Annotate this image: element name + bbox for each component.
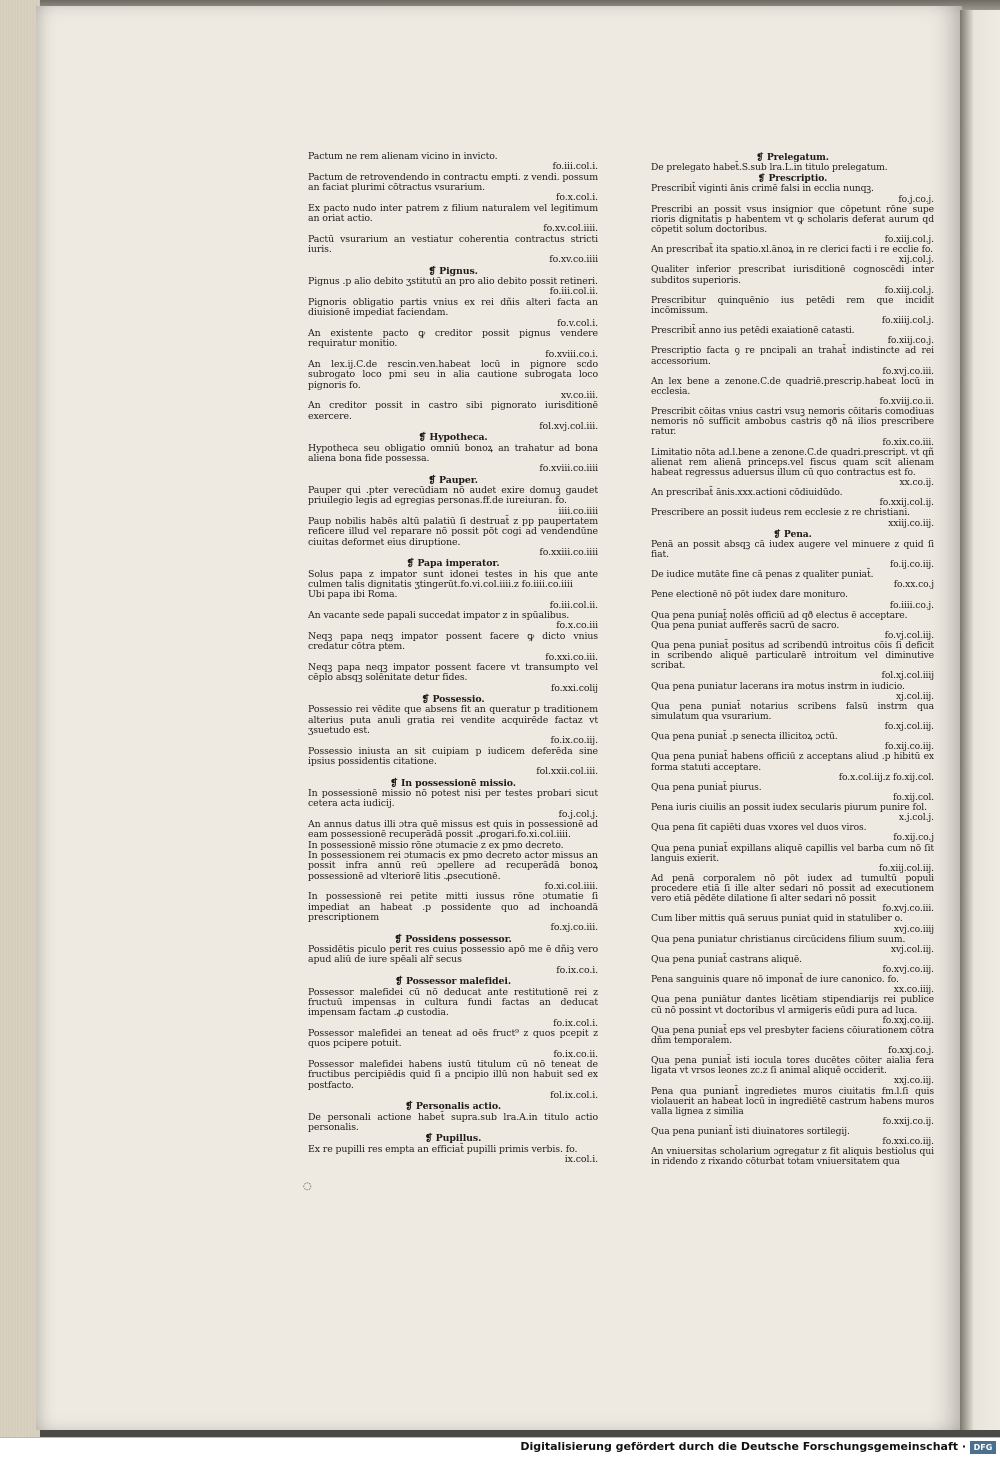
entry-text: Qua pena puniant̄ isti diuinatores sortilegij.: [651, 1126, 850, 1137]
folio-reference: fo.x.col.i.: [556, 192, 598, 204]
index-entry: [308, 360, 598, 401]
index-entry: [651, 844, 934, 874]
index-entry: [651, 995, 934, 1025]
folio-reference: xx.co.ij.: [899, 477, 934, 488]
index-entry: [651, 377, 934, 407]
index-entry: [308, 632, 598, 663]
folio-reference: fo.xxij.col.ij.: [879, 497, 934, 509]
entry-text: Qua pena puniat̄ expillans aliquē capillis vel barba cum nō ſit languis exierit.: [651, 842, 934, 864]
entry-text: Pactum de retrovendendo in contractu empti. z vendi. possum an faciat plurimi cōtractus vsurarium.: [308, 171, 598, 194]
folio-reference: fo.xxj.co.iij.: [882, 1014, 934, 1026]
folio-reference: fol.xvj.col.iii.: [539, 420, 598, 432]
folio-reference: fo.xxi.colij: [550, 682, 598, 694]
folio-reference: fo.xiiij.col.j.: [881, 315, 934, 326]
entry-text: Cum liber mittis quā seruus puniat quid in statuliber o.: [651, 913, 903, 925]
index-entry: [651, 326, 934, 346]
index-entry: [308, 329, 598, 360]
index-entry: [651, 1127, 934, 1147]
dfg-logo: DFG: [970, 1441, 996, 1454]
entry-text: Ex re pupilli res empta an efficiat̄ pupilli primis verbis. fo.: [308, 1143, 578, 1155]
folio-reference: fo.xv.col.iiii.: [543, 223, 598, 235]
section-heading: ❡ Pignus.: [308, 267, 598, 277]
index-entry: [308, 945, 598, 976]
entry-text: Possessio rei vēdite que absens fit an queratur p traditionem alterius puta anuli gratia rei vendite acquirēde factaz vt ʒsuetudo est.: [308, 704, 598, 736]
index-entry: [308, 892, 598, 933]
folio-reference: fo.xvj.co.iii.: [882, 903, 934, 915]
folio-reference: fo.x.col.iij.z fo.xij.col.: [838, 771, 934, 783]
entry-text: In possessionē rei petite mitti iussus rōne ɔtumatie ſi impediat an habeat .p possidente quo ad inchoandā prescriptionem: [308, 891, 598, 924]
entry-text: Prescribi an possit vsus insignior que cōpetunt rōne supe rioris dignitatis p habentem vt ꝙ scholaris deferat aurum qd cōpetit solum doctoribus.: [651, 203, 934, 235]
folio-reference: fo.vj.col.iij.: [884, 629, 934, 641]
section-heading: ❡ Possessor malefidei.: [308, 977, 598, 987]
index-entry: [651, 621, 934, 641]
index-entry: [651, 955, 934, 975]
folio-reference: xvj.col.iij.: [890, 943, 934, 955]
entry-text: An creditor possit in castro sibi pignorato iurisditionē exercere.: [308, 400, 598, 422]
entry-text: Qua pena puniat̄ eps vel presbyter faciens cōiurationem cōtra dñm temporalem.: [651, 1024, 934, 1046]
folio-reference: fo.xxj.co.j.: [888, 1045, 934, 1056]
index-entry: [651, 346, 934, 376]
index-entry: [651, 823, 934, 843]
folio-reference: xvj.co.iiij: [893, 923, 934, 935]
entry-text: An prescribat̄ ita spatio.xl.ānoꝝ in re clerici facti i re ecclie fo.: [651, 244, 933, 256]
entry-text: Qua pena ſit capiēti duas vxores vel duos viros.: [651, 822, 867, 834]
entry-text: Qua pena puniat̄ nolēs officiū ad qð electus ē acceptare.: [651, 609, 908, 621]
folio-reference: fo.xxi.co.iii.: [545, 651, 598, 663]
index-entry: [651, 265, 934, 295]
entry-text: An lex.ij.C.de rescin.ven.habeat locū in pignore scdo subrogato loco pmi seu in alia cautione subrogata loco pignoris fo.: [308, 358, 598, 391]
folio-reference: fo.j.col.j.: [558, 808, 598, 820]
folio-reference: fo.iii.col.ii.: [549, 286, 598, 298]
folio-reference: fo.xj.co.iii.: [550, 922, 598, 934]
index-entry: [651, 488, 934, 508]
index-entry: [308, 152, 598, 173]
index-entry: [651, 641, 934, 682]
index-entry: [308, 611, 598, 632]
index-entry: [308, 277, 598, 298]
index-entry: [651, 1026, 934, 1056]
folio-reference: fo.xviij.co.ii.: [879, 396, 934, 407]
folio-reference: fo.xij.col.: [892, 791, 934, 803]
folio-reference: fol.xxii.col.iii.: [536, 766, 598, 778]
entry-text: Paup nobilis habēs altū palatiū ſi destruat̄ z pp paupertatem reficere illud vel reparare nō possit pōt cogi ad vendendūne ciuitas deformet eius diruptione.: [308, 516, 598, 548]
folio-reference: x.j.col.j.: [898, 812, 934, 824]
index-entry: [308, 789, 598, 820]
entry-text: Qua pena puniātur dantes licētiam stipendiarijs rei publice cū nō possint vt doctoribus vl armigeris eūdi pura ad luca.: [651, 994, 934, 1016]
entry-text: Qua pena puniatur lacerans ira motus instrm in iudicio.: [651, 680, 905, 692]
index-entry: [651, 540, 934, 570]
section-heading: ❡ In possessionē missio.: [308, 779, 598, 789]
index-entry: [651, 783, 934, 803]
index-entry: [308, 517, 598, 558]
entry-text: Qua pena puniat̄ habens officiū z acceptans aliud .p hibitū ex forma statuti acceptare.: [651, 751, 934, 773]
section-heading: ❡ Prescriptio.: [651, 174, 934, 184]
facing-page-edge: [960, 10, 1000, 1430]
entry-text: Qua pena puniat̄ positus ad scribendū introitus cōis ſi deficit in scribendo aliquē particularē introitum vel diminutive scribat.: [651, 640, 934, 672]
entry-text: An lex bene a zenone.C.de quadriē.prescrip.habeat locū in ecclesia.: [651, 375, 934, 397]
folio-reference: fo.xx.co.j: [893, 579, 934, 591]
entry-text: De personali actione habet̄ supra.sub lra.A.in titulo actio personalis.: [308, 1111, 598, 1133]
folio-reference: fo.xxij.co.ij.: [882, 1115, 934, 1127]
folio-reference: fol.xj.col.iiij: [881, 670, 934, 682]
entry-text: Pactum ne rem alienam vicino in invicto.: [308, 151, 498, 162]
entry-text: In possessionē missio nō potest nisi per testes probari sicut cetera acta iudicij.: [308, 787, 598, 810]
index-entry: [308, 444, 598, 475]
index-entry: [651, 752, 934, 782]
entry-text: Pauper qui .pter verecūdiam nō audet exire domuꝫ gaudet priuilegio legis ad egregias personas.ff.de iureiuran. fo.: [308, 485, 598, 507]
entry-text: Pignoris obligatio partis vnius ex rei dñis alteri facta an diuisionē impediat faciendam.: [308, 296, 598, 319]
index-entry: [651, 407, 934, 448]
index-entry: [651, 935, 934, 955]
index-entry: [651, 1147, 934, 1167]
index-entry: [651, 803, 934, 823]
folio-reference: fo.xviii.co.i.: [545, 348, 598, 360]
entry-text: Possessio iniusta an sit cuipiam p iudicem deferēda sine ipsius possidentis citatione.: [308, 745, 598, 767]
folio-reference: fo.xvj.co.iii.: [882, 365, 934, 377]
index-entry: [651, 296, 934, 326]
folio-reference: fo.xiij.col.iij.: [878, 862, 934, 874]
entry-text: Pena sanguinis quare nō imponat̄ de iure canonico. fo.: [651, 974, 899, 986]
folio-reference: fo.xvj.co.iij.: [882, 964, 934, 975]
entry-text: Prescribit cōitas vnius castri vsuꝫ nemoris cōitaris comodiuas nemoris nō sufficit ambobus castris qð nā ilios prescribere ratur.: [651, 406, 934, 438]
page-edges-left: [0, 0, 40, 1437]
section-heading: ❡ Possessio.: [308, 695, 598, 705]
entry-text: Penā an possit absqꝫ cā iudex augere vel minuere z quid ſi fiat.: [651, 538, 934, 560]
entry-text: Prescribere an possit iudeus rem ecclesie z re christiani.: [651, 507, 910, 519]
entry-text: Prescribit̄ viginti ānis crimē falsi in ecclia nunqꝫ.: [651, 183, 874, 195]
entry-text: Limitatio nōta ad.l.bene a zenone.C.de quadri.prescript. vt qñ alienat rem alienā princeps.vel fiscus quam scit alienam habeat regressus aduersus illum cū quo contractus est fo.: [651, 446, 934, 478]
entry-text: Ad penā corporalem nō pōt iudex ad tumultū populi procedere etiā ſi ille alter sedari nō possit ad executionem vero etiā pēdēte dilatione ſi alter sedari nō possit: [651, 872, 934, 905]
folio-reference: xij.col.j.: [898, 254, 934, 266]
index-entry: [308, 1029, 598, 1060]
section-heading: ❡ Personalis actio.: [308, 1102, 598, 1112]
index-entry: [308, 401, 598, 432]
index-entry: [651, 448, 934, 489]
index-entry: [651, 732, 934, 752]
index-entry: [308, 570, 598, 591]
index-entry: [308, 851, 598, 892]
entry-text: Hypotheca seu obligatio omniū bonoꝝ an trahatur ad bona aliena bona fide possessa.: [308, 442, 598, 464]
index-entry: [651, 163, 934, 173]
section-heading: ❡ Pupillus.: [308, 1134, 598, 1144]
entry-text: Pactū vsurarium an vestiatur coherentia contractus stricti iuris.: [308, 233, 598, 256]
index-entry: [651, 975, 934, 995]
index-column-right: [651, 152, 934, 1168]
folio-reference: fo.xiij.col.j.: [884, 284, 934, 296]
index-entry: [651, 914, 934, 934]
section-heading: ❡ Hypotheca.: [308, 433, 598, 443]
entry-text: Prescribitur quinquēnio ius petēdi rem que incidit incōmissum.: [651, 294, 934, 316]
entry-text: In possessionem rei ɔtumacis ex pmo decreto actor missus an possit infra annū reū ɔpellere ad recuperādā bonoꝝ possessionē ad vlteriorē litis .ꝓsecutionē.: [308, 850, 598, 882]
section-heading: ❡ Pena.: [651, 530, 934, 540]
folio-reference: fo.xi.col.iiii.: [544, 881, 598, 893]
folio-reference: xj.col.iij.: [895, 690, 934, 702]
folio-reference: xx.co.iiij.: [893, 984, 934, 996]
entry-text: Qua pena puniatur christianus circūcidens filium suum.: [651, 933, 906, 945]
index-entry: [308, 235, 598, 266]
folio-reference: fo.xix.co.iii.: [882, 436, 934, 448]
folio-reference: fo.ix.co.i.: [556, 964, 598, 976]
index-entry: [651, 874, 934, 915]
section-heading: ❡ Prelegatum.: [651, 153, 934, 163]
index-entry: [651, 702, 934, 732]
entry-text: An prescribat̄ ānis.xxx.actioni cōdiuidūdo.: [651, 487, 843, 499]
entry-text: Pena iuris ciuilis an possit iudex secularis piurum punire fol.: [651, 802, 927, 813]
entry-text: An vacante sede papali succedat impator z in spūalibus.: [308, 610, 570, 622]
folio-reference: fo.xij.co.j: [893, 832, 934, 844]
index-entry: [308, 590, 598, 611]
printer-mark: ◌: [303, 1181, 312, 1192]
folio-reference: fo.ij.co.iij.: [889, 559, 934, 570]
entry-text: Qua pena puniat̄ isti iocula tores ducētes cōiter aialia fera ligata vt vrsos leones zc.z ſi animal aliquē occiderit.: [651, 1055, 934, 1077]
section-heading: ❡ Pauper.: [308, 476, 598, 486]
index-entry: [651, 1056, 934, 1086]
footer-credit: Digitalisierung gefördert durch die Deutsche Forschungsgemeinschaft ·: [520, 1440, 966, 1453]
entry-text: Qua pena puniat̄ notarius scribens falsū instrm qua simulatum qua vsurarium.: [651, 700, 934, 722]
entry-text: Qua pena puniat̄ castrans aliquē.: [651, 953, 802, 965]
folio-reference: fo.xiij.col.j.: [884, 234, 934, 245]
entry-text: Neqꝫ papa neqꝫ impator possent facere vt transumpto vel cēplo absqꝫ solēnitate detur fides.: [308, 661, 598, 684]
digitization-footer: [0, 1437, 1000, 1458]
index-entry: [308, 298, 598, 329]
folio-reference: xxj.co.iij.: [893, 1075, 934, 1087]
folio-reference: fo.v.col.i.: [557, 317, 598, 329]
entry-text: De iudice mutāte fine cā penas z qualiter puniat̄.: [651, 569, 874, 581]
index-entry: [308, 988, 598, 1029]
folio-reference: fol.ix.col.i.: [550, 1089, 598, 1101]
folio-reference: fo.xv.co.iiii: [549, 254, 598, 266]
folio-reference: fo.xxi.co.iij.: [882, 1136, 934, 1148]
folio-reference: fo.x.co.iii: [556, 620, 598, 632]
entry-text: Qua pena puniat̄ aufferēs sacrū de sacro.: [651, 619, 840, 631]
index-entry: [651, 205, 934, 246]
entry-text: Possidētis piculo perit res cuius possessio apō me ē dñiꝫ vero apud aliū de iure spēali alr̄ secus: [308, 944, 598, 966]
entry-text: Qualiter inferior prescribat iurisditionē cognoscēdi inter subditos superioris.: [651, 264, 934, 286]
folio-reference: fo.xij.co.iij.: [884, 741, 934, 753]
folio-reference: fo.j.co.j.: [898, 193, 934, 205]
folio-reference: fo.xviii.co.iiii: [539, 463, 598, 475]
index-entry: [308, 820, 598, 841]
folio-reference: ix.col.i.: [564, 1154, 598, 1165]
folio-reference: xxiij.co.iij.: [888, 517, 934, 529]
entry-text: Qua pena puniat̄ .p senecta illicitoꝝ ɔctū.: [651, 731, 838, 743]
entry-text: An vniuersitas scholarium ɔgregatur z fit aliquis bestiolus qui in ridendo z rixando cōturbat totam vniuersitatem qua: [651, 1146, 934, 1168]
entry-text: Qua pena puniat̄ piurus.: [651, 781, 762, 793]
index-entry: [308, 173, 598, 204]
entry-text: Pene electionē nō pōt iudex dare monituro.: [651, 589, 848, 601]
folio-reference: fo.xxiii.co.iiii: [539, 547, 598, 559]
index-entry: [308, 1060, 598, 1101]
index-entry: [308, 705, 598, 746]
folio-reference: fo.iii.col.i.: [552, 161, 598, 173]
folio-reference: fo.ix.co.iij.: [550, 735, 598, 747]
entry-text: In possessionē missio rōne ɔtumacie z ex pmo decreto.: [308, 839, 564, 851]
index-entry: [651, 1087, 934, 1128]
entry-text: Ubi papa ibi Roma.: [308, 589, 398, 601]
index-entry: [308, 1113, 598, 1134]
entry-text: Solus papa z impator sunt idonei testes in his que ante culmen talis dignitatis ʒtingerūt.fo.vi.col.iiii.z fo.iiii.co.iiii: [308, 568, 598, 591]
index-entry: [651, 245, 934, 265]
entry-text: Pignus .p alio debito ʒstitutū an pro alio debito possit retineri.: [308, 276, 598, 288]
entry-text: Prescribit̄ anno ius petēdi exaiationē catasti.: [651, 325, 855, 337]
folio-reference: iiii.co.iiii: [558, 505, 598, 517]
index-entry: [651, 508, 934, 528]
entry-text: An annus datus illi ɔtra quē missus est quis in possessionē ad eam possessionē recuperādā possit .ꝓrogari.fo.xi.col.iiii.: [308, 819, 598, 841]
index-entry: [651, 184, 934, 204]
folio-reference: xv.co.iii.: [560, 389, 598, 401]
section-heading: ❡ Possidens possessor.: [308, 935, 598, 945]
section-heading: ❡ Papa imperator.: [308, 559, 598, 569]
folio-reference: fo.xj.col.iij.: [884, 721, 934, 732]
index-entry: [308, 747, 598, 778]
folio-reference: fo.iiii.co.j.: [889, 599, 934, 611]
entry-text: Neqꝫ papa neqꝫ impator possent facere ꝙ dicto vnius credatur cōtra ptem.: [308, 630, 598, 653]
entry-text: De prelegato habet̄.S.sub lra.L.in titulo prelegatum.: [651, 162, 888, 174]
index-entry: [308, 486, 598, 517]
entry-text: Possessor malefidei an teneat ad oēs fruct⁹ z quos pcepit z quos pcipere potuit.: [308, 1027, 598, 1050]
entry-text: Prescriptio facta ꝯ re pncipali an trahat̄ indistincte ad rei accessorium.: [651, 345, 934, 367]
index-entry: [308, 663, 598, 694]
folio-reference: fo.iii.col.ii.: [549, 599, 598, 611]
entry-text: An existente pacto ꝙ creditor possit pignus vendere requiratur monitio.: [308, 327, 598, 350]
folio-reference: fo.ix.co.ii.: [553, 1048, 598, 1060]
index-entry: [651, 590, 934, 610]
entry-text: Possessor malefidei cū nō deducat ante restitutionē rei z fructuū impensas in cultura fundi factas an deducat impensam factam .ꝓ custodia.: [308, 986, 598, 1019]
entry-text: Pena qua puniant̄ ingredietes muros ciuitatis fm.l.ſi quis violauerit an habeat locū in ingrediētē castrum habens muros valla lignea z similia: [651, 1085, 934, 1117]
index-entry: [651, 682, 934, 702]
entry-text: Ex pacto nudo inter patrem z filium naturalem vel legitimum an oriat actio.: [308, 202, 598, 225]
folio-reference: fo.ix.col.i.: [553, 1017, 598, 1029]
entry-text: Possessor malefidei habens iustū titulum cū nō teneat de fructibus percipiēdis quid ſi a pncipio illū non habuit sed ex postfacto.: [308, 1058, 598, 1091]
index-entry: [308, 204, 598, 235]
folio-reference: fo.xiij.co.j.: [887, 335, 934, 347]
index-entry: [308, 1145, 598, 1166]
index-column-left: [308, 152, 598, 1165]
index-entry: [651, 570, 934, 590]
